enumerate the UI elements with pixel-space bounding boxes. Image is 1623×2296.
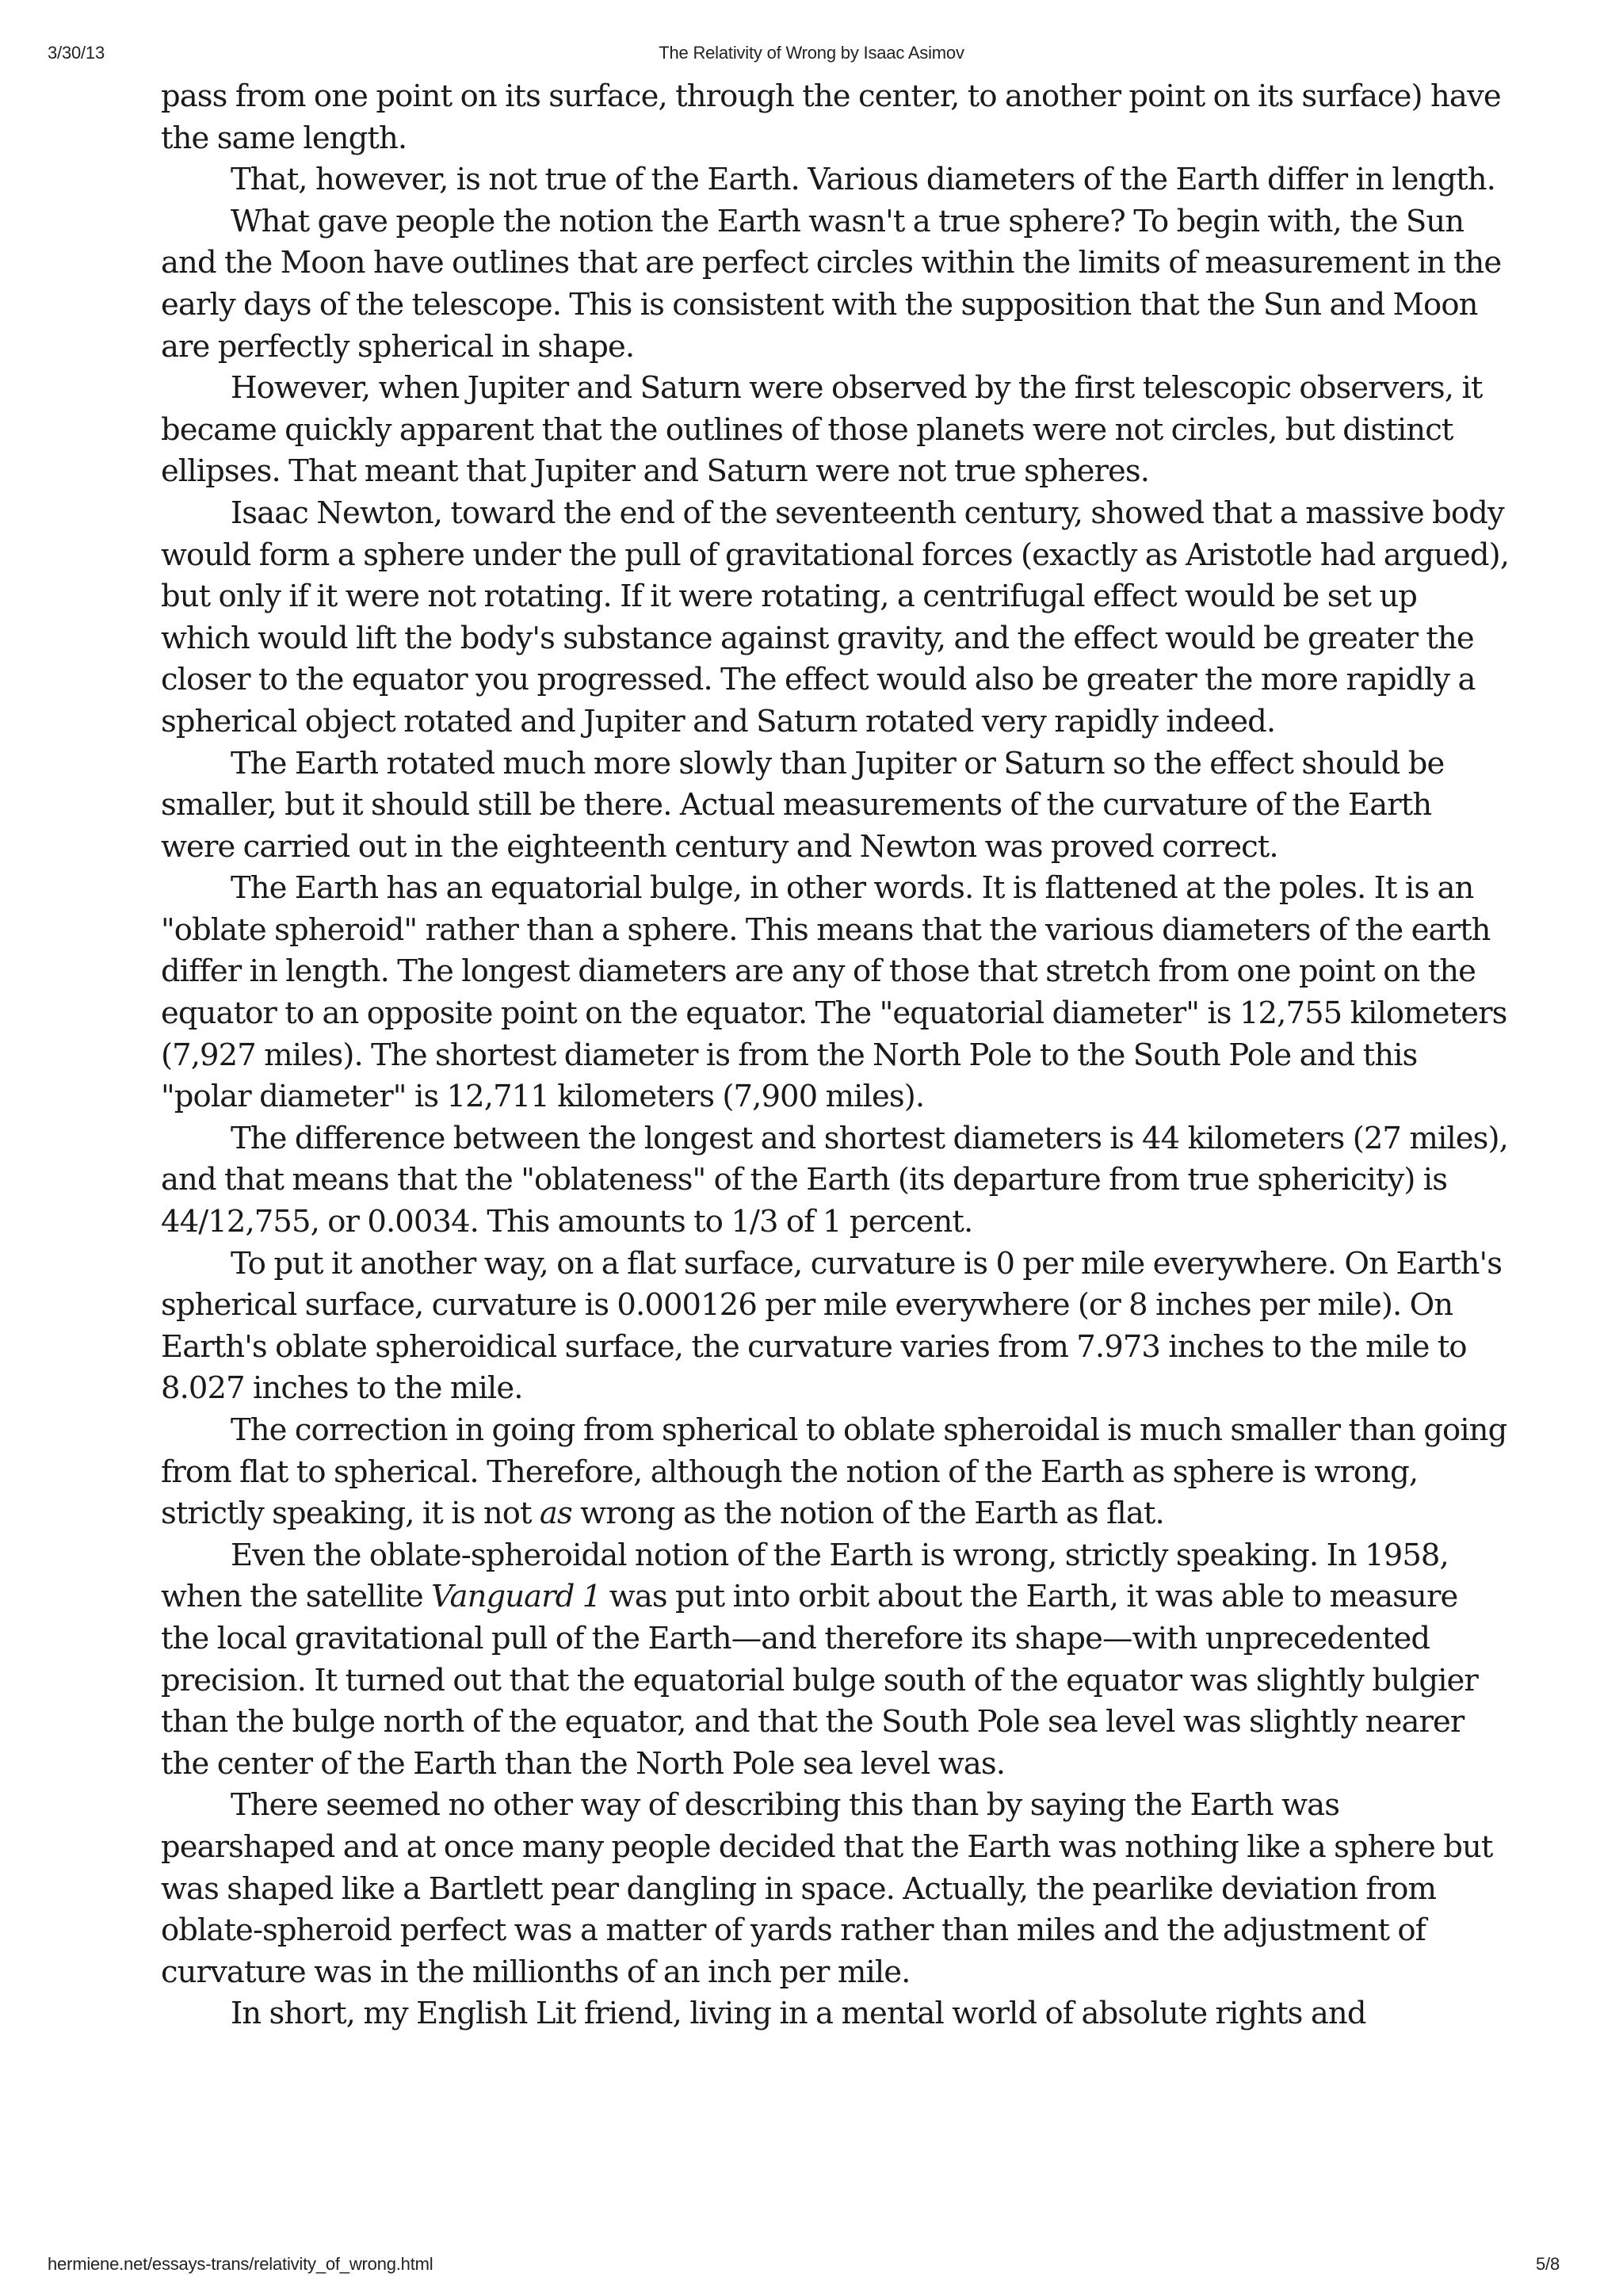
paragraph: To put it another way, on a flat surface, curvature is 0 per mile everywhere. On Earth's spherical surface, curvature is 0.000126 per mile everywhere (or 8 inches per mile). On Earth's oblate spheroidical surface, the curvature varies from 7.973 inches to the mile to 8.027 inches to the mile. [161, 1245, 1503, 1407]
paragraph: In short, my English Lit friend, living in a mental world of absolute rights and [231, 1996, 1366, 2032]
paragraph [161, 1410, 1512, 1535]
paragraph: The Earth has an equatorial bulge, in other words. It is flattened at the poles. It is an "oblate spheroid" rather than a sphere. This means that the various diameters of the earth differ in length. The longest diameters are any of those that stretch from one point on the equator to an opposite point on the equator. The "equatorial diameter" is 12,755 kilometers (7,927 miles). The shortest diameter is from the North Pole to the South Pole and this "polar diameter" is 12,711 kilometers (7,900 miles). [161, 870, 1507, 1115]
paragraph: That, however, is not true of the Earth. Various diameters of the Earth differ in length. [231, 162, 1495, 198]
emphasis-as: as [539, 1496, 572, 1532]
print-header [0, 43, 1623, 67]
page-number: 5/8 [1536, 2254, 1560, 2274]
paragraph: There seemed no other way of describing this than by saying the Earth was pearshaped and at once many people decided that the Earth was nothing like a sphere but was shaped like a Bartlett pear dangling in space. Actually, the pearlike deviation from oblate-spheroid perfect was a matter of yards rather than miles and the adjustment of curvature was in the millionths of an inch per mile. [161, 1787, 1493, 1990]
text-run: wrong as the notion of the Earth as flat. [571, 1496, 1164, 1532]
paragraph: The difference between the longest and shortest diameters is 44 kilometers (27 miles), and that means that the "oblateness" of the Earth (its departure from true sphericity) is 44/12,755, or 0.0034. This amounts to 1/3 of 1 percent. [161, 1120, 1508, 1240]
paragraph: Isaac Newton, toward the end of the seventeenth century, showed that a massive body would form a sphere under the pull of gravitational forces (exactly as Aristotle had argued), but only if it were not rotating. If it were rotating, a centrifugal effect would be set up which would lift the body's substance against gravity, and the effect would be greater the closer to the equator you progressed. The effect would also be greater the more rapidly a spherical object rotated and Jupiter and Saturn rotated very rapidly indeed. [161, 495, 1510, 739]
paragraph: The Earth rotated much more slowly than Jupiter or Saturn so the effect should be smaller, but it should still be there. Actual measurements of the curvature of the Earth were carried out in the eighteenth century and Newton was proved correct. [161, 745, 1445, 865]
paragraph-continued: pass from one point on its surface, through the center, to another point on its surface) have the same length. [161, 78, 1501, 156]
paragraph: What gave people the notion the Earth wasn't a true sphere? To begin with, the Sun and the Moon have outlines that are perfect circles within the limits of measurement in the early days of the telescope. This is consistent with the supposition that the Sun and Moon are perfectly spherical in shape. [161, 203, 1502, 365]
emphasis-vanguard: Vanguard 1 [431, 1579, 601, 1615]
article-body [161, 76, 1512, 2035]
print-footer [0, 2254, 1623, 2278]
text-run: was put into orbit about the Earth, it was able to measure the local gravitational pull of the Earth—and therefore its shape—with unprecedented precision. It turned out that the equatorial bulge south of the equator was slightly bulgier than the bulge north of the equator, and that the South Pole sea level was slightly nearer the center of the Earth than the North Pole sea level was. [161, 1579, 1478, 1782]
text-run: The correction in going from spherical to oblate spheroidal is much smaller than going from flat to spherical. Therefore, although the notion of the Earth as sphere is wrong, strictly speaking, it is not [161, 1412, 1507, 1532]
print-date: 3/30/13 [48, 43, 105, 63]
paragraph: However, when Jupiter and Saturn were observed by the first telescopic observers, it became quickly apparent that the outlines of those planets were not circles, but distinct ellipses. That meant that Jupiter and Saturn were not true spheres. [161, 370, 1483, 490]
text-run: Even the oblate-spheroidal notion of the Earth is wrong, strictly speaking. In 1958, when the satellite [161, 1537, 1449, 1615]
paragraph [161, 1535, 1512, 1786]
print-page-title: The Relativity of Wrong by Isaac Asimov [659, 43, 964, 63]
print-url: hermiene.net/essays-trans/relativity_of_wrong.html [48, 2254, 433, 2274]
